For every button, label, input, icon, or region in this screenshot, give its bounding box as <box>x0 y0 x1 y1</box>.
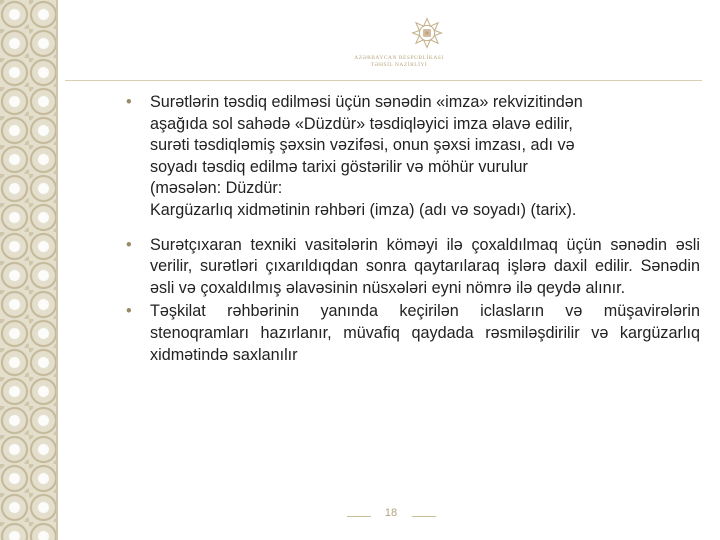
slide-content <box>126 92 700 366</box>
ministry-name <box>309 55 489 69</box>
bullet-icon: • <box>126 235 132 254</box>
bullet-item-copying <box>126 235 700 300</box>
header-divider <box>65 80 702 81</box>
bullet-line: Surətlərin təsdiq edilməsi üçün sənədin «imza» rekvizitindən <box>150 93 583 111</box>
header <box>58 0 720 80</box>
bullet-item-copies-certification <box>126 92 700 222</box>
footer <box>0 507 720 523</box>
page-number: 18 <box>384 507 398 519</box>
bullet-text: Təşkilat rəhbərinin yanında keçirilən iclasların və müşavirələrin stenoqramları hazırlanır, müvafiq qaydada rəsmiləşdirilir və kargüzarlıq xidmətində saxlanılır <box>150 302 700 364</box>
bullet-line: surəti təsdiqləmiş şəxsin vəzifəsi, onun şəxsi imzası, adı və <box>150 136 575 155</box>
bullet-line: (məsələn: Düzdür: <box>150 179 283 198</box>
ministry-name-line-2: TƏHSİL NAZİRLİYİ <box>370 62 428 68</box>
ministry-emblem-icon <box>410 16 444 50</box>
bullet-line: Kargüzarlıq xidmətinin rəhbəri (imza) (adı və soyadı) (tarix). <box>150 200 577 219</box>
bullet-text: Surətçıxaran texniki vasitələrin köməyi ilə çoxaldılmaq üçün sənədin əsli verilir, surətləri çıxarıldıqdan sonra qaytarılaraq işlərə daxil edilir. Sənədin əsli və çoxaldılmış əlavəsinin nüsxələri eyni nömrə ilə qeydə alınır. <box>150 235 700 297</box>
bullet-icon: • <box>126 302 132 321</box>
bullet-item-stenograms <box>126 301 700 366</box>
bullet-line: aşağıda sol sahədə «Düzdür» təsdiqləyici imza əlavə edilir, <box>150 114 573 133</box>
bullet-icon: • <box>126 93 132 111</box>
decorative-side-border <box>0 0 58 540</box>
footer-dash-right <box>412 516 436 517</box>
footer-dash-left <box>347 516 371 517</box>
ministry-name-line-1: AZƏRBAYCAN RESPUBLİKASI <box>354 55 444 61</box>
bullet-line: soyadı təsdiq edilmə tarixi göstərilir və möhür vurulur <box>150 157 528 176</box>
